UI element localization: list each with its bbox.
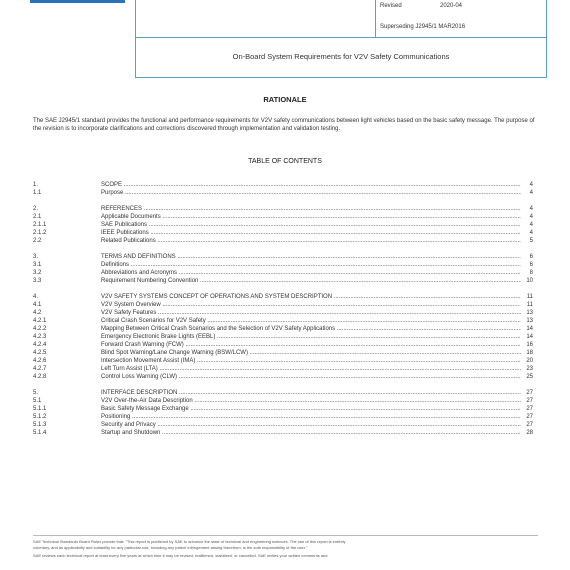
toc-entry [33,413,533,421]
toc-entry-number: 5.1.3 [33,422,47,428]
toc-entry-number: 2.1.1 [33,222,47,228]
toc-entry-number: 4.2.7 [33,366,47,372]
toc-entry-number: 4.2.2 [33,326,47,332]
toc-entry-page: 4 [529,182,533,188]
toc-entry-page: 6 [529,262,533,268]
toc-entry-number: 1. [33,182,39,188]
toc-entry-page: 25 [526,374,533,380]
toc-entry-page: 4 [529,214,533,220]
toc-entry [33,349,533,357]
revised-label: Revised [380,3,402,9]
toc-entry [33,229,533,237]
toc-entry-title: SAE Publications ..... [101,221,521,229]
toc-entry [33,365,533,373]
toc-entry-title: Related Publications ..... [101,237,521,245]
toc-entry-title: INTERFACE DESCRIPTION ..... [101,389,521,397]
toc-entry-number: 1.1 [33,190,42,196]
toc-entry-number: 4. [33,294,39,300]
toc-entry-page: 5 [529,238,533,244]
toc-entry-title: Critical Crash Scenarios for V2V Safety ..... [101,317,521,325]
toc-entry-title: Mapping Between Critical Crash Scenarios and the Selection of V2V Safety Applications ..... [101,325,521,333]
toc-entry-title: Emergency Electronic Brake Lights (EEBL) ..... [101,333,521,341]
toc-entry-page: 11 [526,294,533,300]
header-divider [136,37,546,38]
toc-entry-page: 27 [526,398,533,404]
footer-line-1: SAE Technical Standards Board Rules provide that: "This report is published by SAE to advance the state of technical and engineering sciences. The use of this report is entirely [33,539,346,544]
toc-entry-title: Definitions ..... [101,261,521,269]
toc-entry-title: V2V SAFETY SYSTEMS CONCEPT OF OPERATIONS AND SYSTEM DESCRIPTION ..... [101,293,521,301]
toc-entry [33,205,533,213]
toc-entry-page: 8 [529,270,533,276]
superseding-row [380,24,465,30]
toc-entry-page: 13 [526,318,533,324]
toc-entry-page: 27 [526,390,533,396]
toc-entry-page: 28 [526,430,533,436]
toc-entry-title: Forward Crash Warning (FCW) ..... [101,341,521,349]
toc-entry-title: Positioning ..... [101,413,521,421]
toc-entry-title: REFERENCES ..... [101,205,521,213]
toc-entry-number: 5. [33,390,39,396]
toc-entry-title: Blind Spot Warning/Lane Change Warning (BSW/LCW) ..... [101,349,521,357]
toc-entry-page: 16 [526,342,533,348]
toc-entry-page: 27 [526,422,533,428]
toc-entry-number: 2.1.2 [33,230,47,236]
toc-entry [33,317,533,325]
toc-entry-number: 4.1 [33,302,42,308]
toc-entry-title: V2V Over-the-Air Data Description ..... [101,397,521,405]
toc-entry-page: 4 [529,230,533,236]
toc-entry-page: 14 [526,334,533,340]
toc-entry [33,429,533,437]
toc-entry [33,397,533,405]
toc-entry-number: 3.2 [33,270,42,276]
toc-entry-page: 4 [529,206,533,212]
toc-entry-title: V2V System Overview ..... [101,301,521,309]
toc-entry-page: 10 [526,278,533,284]
toc-entry [33,189,533,197]
toc-entry [33,213,533,221]
toc-entry-title: Intersection Movement Assist (IMA) ..... [101,357,521,365]
footer-line-2: voluntary, and its applicability and suitability for any particular use, including any patent infringement arising therefrom, is the sole responsibility of the user." [33,545,308,550]
toc-entry [33,301,533,309]
toc-heading: TABLE OF CONTENTS [248,158,322,165]
sae-logo-fragment [30,0,125,3]
toc-entry-number: 5.1 [33,398,42,404]
toc-entry-number: 2.2 [33,238,42,244]
toc-entry-number: 5.1.1 [33,406,47,412]
toc-entry [33,277,533,285]
toc-entry [33,333,533,341]
superseding-label: Superseding J2945/1 MAR2016 [380,24,466,30]
toc-entry [33,293,533,301]
toc-entry-number: 4.2.3 [33,334,47,340]
revised-row [380,3,463,9]
toc-entry-page: 27 [526,414,533,420]
toc-entry [33,325,533,333]
toc-entry [33,261,533,269]
toc-entry-title: TERMS AND DEFINITIONS ..... [101,253,521,261]
document-title: On-Board System Requirements for V2V Safety Communications [232,52,450,61]
toc-entry-title: Requirement Numbering Convention ..... [101,277,521,285]
toc-entry-number: 4.2.8 [33,374,47,380]
toc-entry-number: 4.2 [33,310,42,316]
toc-entry-page: 4 [529,222,533,228]
toc-entry-page: 18 [526,350,533,356]
toc-entry [33,405,533,413]
header-left-cell [136,0,376,37]
toc-entry [33,357,533,365]
rationale-heading: RATIONALE [263,95,307,104]
toc-entry-title: Purpose ..... [101,189,521,197]
toc-entry-title: Abbreviations and Acronyms ..... [101,269,521,277]
toc-entry [33,269,533,277]
document-header-box [135,0,547,78]
toc-entry-title: Basic Safety Message Exchange ..... [101,405,521,413]
toc-entry [33,221,533,229]
footer-line-3: SAE reviews each technical report at least every five years at which time it may be revised, reaffirmed, stabilized, or cancelled. SAE invites your written comments and [33,553,328,558]
toc-entry-title: V2V Safety Features ..... [101,309,521,317]
toc-entry-title: Control Loss Warning (CLW) ..... [101,373,521,381]
toc-entry-page: 11 [526,302,533,308]
toc-entry-number: 2. [33,206,39,212]
toc-entry-page: 23 [526,366,533,372]
toc-entry-page: 13 [526,310,533,316]
toc-entry-number: 3. [33,254,39,260]
toc-entry [33,181,533,189]
toc-entry-title: Left Turn Assist (LTA) ..... [101,365,521,373]
toc-entry-number: 4.2.4 [33,342,47,348]
toc-entry-page: 27 [526,406,533,412]
toc-entry-title: SCOPE ..... [101,181,521,189]
toc-entry-title: Startup and Shutdown ..... [101,429,521,437]
footer-divider [33,535,538,536]
toc-entry-page: 4 [529,190,533,196]
toc-entry [33,421,533,429]
toc-entry [33,389,533,397]
toc-entry-number: 4.2.5 [33,350,47,356]
toc-entry-title: IEEE Publications ..... [101,229,521,237]
revised-value: 2020-04 [440,3,463,9]
toc-entry-number: 5.1.4 [33,430,47,436]
toc-entry [33,253,533,261]
toc-entry-number: 3.3 [33,278,42,284]
toc-entry-number: 2.1 [33,214,42,220]
toc-entry [33,373,533,381]
toc-entry-number: 4.2.1 [33,318,47,324]
toc-entry [33,237,533,245]
toc-entry-title: Security and Privacy ..... [101,421,521,429]
toc-entry [33,309,533,317]
toc-entry-number: 3.1 [33,262,42,268]
toc-entry [33,341,533,349]
toc-entry-title: Applicable Documents ..... [101,213,521,221]
toc-entry-number: 4.2.6 [33,358,47,364]
toc-entry-number: 5.1.2 [33,414,47,420]
toc-entry-page: 6 [529,254,533,260]
rationale-text: The SAE J2945/1 standard provides the functional and performance requirements for V2V safety communications between light vehicles based on the basic safety message. The purpose of the revision is to incorporate clarifications and corrections discovered through implementation and validation testing. [33,118,535,132]
toc-entry-page: 14 [526,326,533,332]
toc-entry-page: 20 [526,358,533,364]
